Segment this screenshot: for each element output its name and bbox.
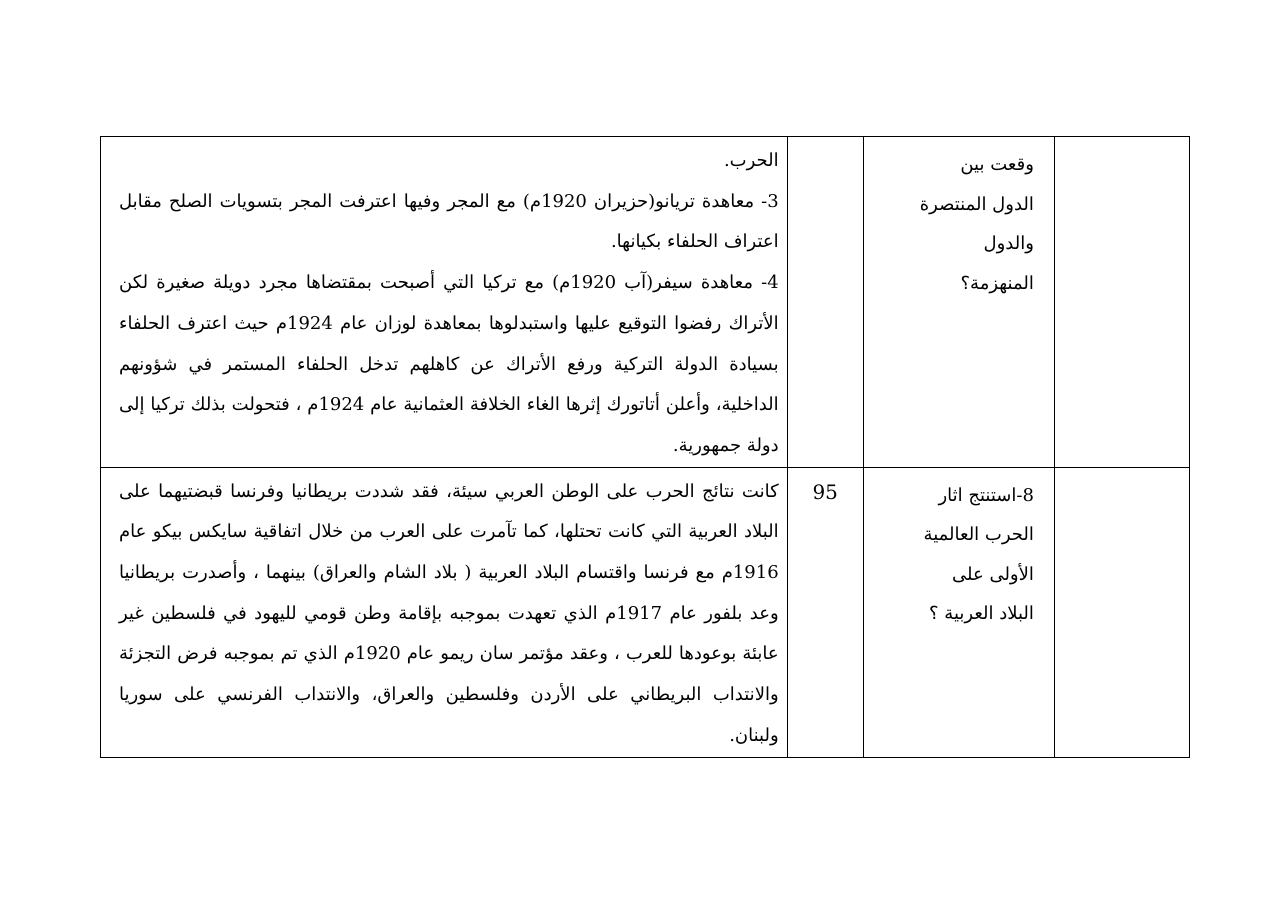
question-line: وقعت بين <box>960 154 1034 175</box>
question-line: الحرب العالمية <box>923 524 1034 546</box>
question-line: البلاد العربية ؟ <box>929 603 1034 625</box>
answer-cell <box>101 137 788 468</box>
answer-paragraph: 4- معاهدة سيفر(آب 1920م) مع تركيا التي أصبحت بمقتضاها مجرد دويلة صغيرة لكن الأتراك رفضوا التوقيع عليها واستبدلوها بمعاهدة لوزان عام 1924م حيث اعترف الحلفاء بسيادة الدولة التركية ورفع الأتراك عن كاهلهم تدخل الحلفاء المستمر في شؤونهم الداخلية، وأعلن أتاتورك إثرها الغاء الخلافة العثمانية عام 1924م ، فتحولت بذلك تركيا إلى دولة جمهورية. <box>119 272 779 456</box>
table-row <box>101 467 1190 757</box>
question-line: الدول المنتصرة <box>919 193 1034 215</box>
question-line: 8-استنتج اثار <box>938 484 1034 506</box>
answers-table <box>100 136 1190 758</box>
page-number: 95 <box>812 479 838 504</box>
page-number-cell <box>787 467 863 757</box>
answer-paragraph: الحرب. <box>723 150 779 171</box>
table-row <box>101 137 1190 468</box>
question-line: المنهزمة؟ <box>960 272 1034 294</box>
question-line: والدول <box>983 233 1034 254</box>
answer-paragraph: كانت نتائج الحرب على الوطن العربي سيئة، فقد شددت بريطانيا وفرنسا قبضتيهما على البلاد العربية التي كانت تحتلها، كما تآمرت على العرب من خلال اتفاقية سايكس بيكو عام 1916م مع فرنسا واقتسام البلاد العربية ( بلاد الشام والعراق) بينهما ، وأصدرت بريطانيا وعد بلفور عام 1917م الذي تعهدت بموجبه بإقامة وطن قومي لليهود في فلسطين غير عابئة بوعودها للعرب ، وعقد مؤتمر سان ريمو عام 1920م الذي تم بموجبه فرض التجزئة والانتداب البريطاني على الأردن وفلسطين والعراق، والانتداب الفرنسي على سوريا ولبنان. <box>119 480 779 746</box>
empty-cell <box>1054 467 1189 757</box>
page-number <box>788 137 863 141</box>
empty-cell <box>1054 137 1189 468</box>
answer-cell <box>101 467 788 757</box>
question-cell <box>863 137 1054 468</box>
page-number-cell <box>787 137 863 468</box>
answer-paragraph: 3- معاهدة تريانو(حزيران 1920م) مع المجر وفيها اعترفت المجر بتسويات الصلح مقابل اعتراف الحلفاء بكيانها. <box>119 190 779 253</box>
question-line: الأولى على <box>952 563 1034 585</box>
question-cell <box>863 467 1054 757</box>
